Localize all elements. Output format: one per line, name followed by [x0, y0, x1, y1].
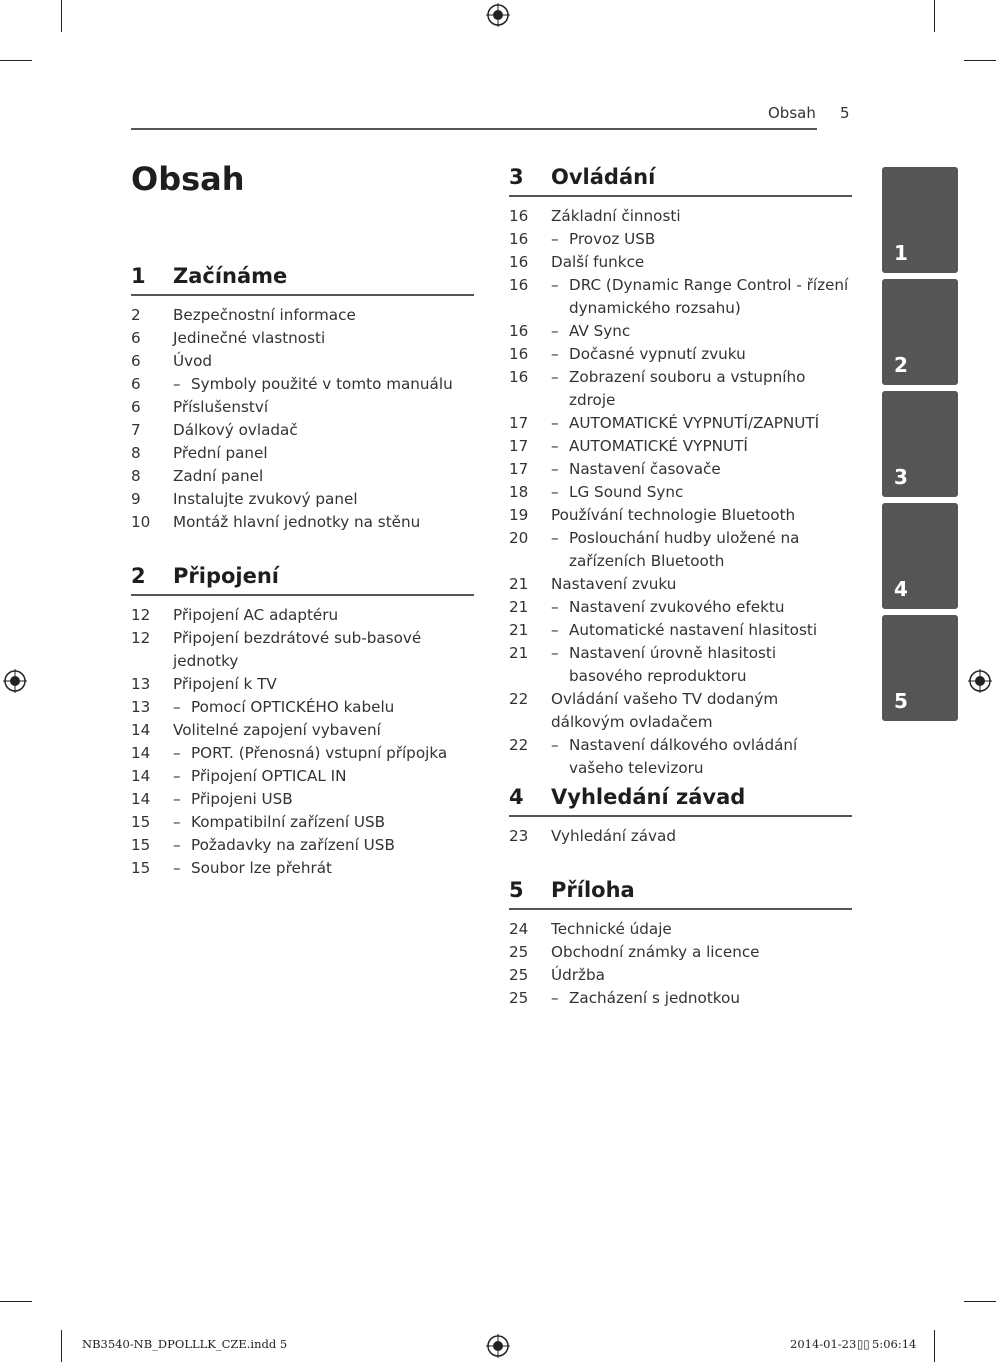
- footer-date: 2014-01-23: [790, 1337, 857, 1351]
- toc-page-number: 15: [131, 813, 151, 831]
- toc-page-number: 14: [131, 767, 151, 785]
- section-title: Ovládání: [551, 165, 656, 189]
- toc-entry-text: – Pomocí OPTICKÉHO kabelu: [131, 696, 474, 719]
- toc-page-number: 9: [131, 490, 141, 508]
- toc-entry-text: Bezpečnostní informace: [173, 306, 356, 324]
- toc-entry-text: – AUTOMATICKÉ VYPNUTÍ: [509, 435, 852, 458]
- toc-entry-text: – Automatické nastavení hlasitosti: [509, 619, 852, 642]
- toc-entry: [509, 504, 852, 527]
- toc-page-number: 21: [509, 598, 529, 616]
- toc-page-number: 16: [509, 322, 529, 340]
- chapter-tab-5: [882, 615, 958, 721]
- toc-entry: [131, 465, 474, 488]
- toc-entry: [509, 964, 852, 987]
- toc-entry-text: – Nastavení zvukového efektu: [509, 596, 852, 619]
- running-head-title: Obsah: [768, 104, 816, 122]
- toc-page-number: 14: [131, 790, 151, 808]
- toc-subentry: [131, 765, 474, 788]
- toc-page-number: 7: [131, 421, 141, 439]
- toc-subentry: [509, 366, 852, 412]
- header-rule: [131, 128, 817, 130]
- crop-mark: [934, 1330, 935, 1362]
- toc-entry: [131, 673, 474, 696]
- toc-page-number: 17: [509, 437, 529, 455]
- toc-subentry: [509, 343, 852, 366]
- toc-page-number: 12: [131, 629, 151, 647]
- toc-entry: [509, 918, 852, 941]
- toc-page-number: 14: [131, 744, 151, 762]
- toc-section-5: [509, 878, 852, 1010]
- toc-entry-text: Základní činnosti: [551, 207, 681, 225]
- toc-page-number: 2: [131, 306, 141, 324]
- toc-entry: [131, 304, 474, 327]
- toc-page-number: 6: [131, 398, 141, 416]
- toc-page-number: 16: [509, 345, 529, 363]
- chapter-tab-label: 4: [894, 577, 908, 601]
- toc-subentry: [509, 596, 852, 619]
- footer-filename: NB3540-NB_DPOLLLK_CZE.indd 5: [82, 1337, 288, 1351]
- toc-page-number: 16: [509, 207, 529, 225]
- section-heading: [131, 264, 474, 296]
- toc-entry-text: – Kompatibilní zařízení USB: [131, 811, 474, 834]
- toc-page-number: 21: [509, 621, 529, 639]
- toc-entry-list: [131, 604, 474, 880]
- section-number: 5: [509, 878, 524, 902]
- toc-page-number: 25: [509, 966, 529, 984]
- toc-page-number: 16: [509, 253, 529, 271]
- section-heading: [509, 165, 852, 197]
- section-number: 4: [509, 785, 524, 809]
- chapter-tab-4: [882, 503, 958, 609]
- toc-page-number: 24: [509, 920, 529, 938]
- toc-entry-text: Údržba: [551, 966, 605, 984]
- toc-entry-text: Připojení bezdrátové sub-basové jednotky: [173, 629, 422, 670]
- toc-entry: [131, 350, 474, 373]
- toc-page-number: 6: [131, 329, 141, 347]
- toc-entry-text: – AV Sync: [509, 320, 852, 343]
- toc-page-number: 6: [131, 352, 141, 370]
- toc-subentry: [131, 696, 474, 719]
- toc-page-number: 17: [509, 414, 529, 432]
- crop-mark: [61, 1330, 62, 1362]
- toc-entry-text: – Dočasné vypnutí zvuku: [509, 343, 852, 366]
- crop-mark: [61, 0, 62, 32]
- toc-entry-list: [509, 918, 852, 1010]
- toc-page-number: 16: [509, 276, 529, 294]
- toc-entry-text: Vyhledání závad: [551, 827, 676, 845]
- toc-entry: [509, 688, 852, 734]
- toc-subentry: [509, 228, 852, 251]
- toc-page-number: 10: [131, 513, 151, 531]
- toc-section-4: [509, 785, 852, 848]
- toc-page-number: 8: [131, 467, 141, 485]
- chapter-tab-label: 1: [894, 241, 908, 265]
- toc-subentry: [509, 987, 852, 1010]
- chapter-tab-label: 2: [894, 353, 908, 377]
- section-title: Připojení: [173, 564, 279, 588]
- toc-page-number: 25: [509, 943, 529, 961]
- toc-entry-text: – Poslouchání hudby uložené na zařízeních Bluetooth: [509, 527, 852, 573]
- section-heading: [131, 564, 474, 596]
- toc-subentry: [509, 481, 852, 504]
- toc-entry: [509, 251, 852, 274]
- toc-subentry: [509, 320, 852, 343]
- toc-page-number: 21: [509, 575, 529, 593]
- section-number: 2: [131, 564, 146, 588]
- toc-entry-text: – Soubor lze přehrát: [131, 857, 474, 880]
- toc-entry: [509, 825, 852, 848]
- toc-page-number: 14: [131, 721, 151, 739]
- toc-entry: [131, 719, 474, 742]
- toc-entry-text: – Nastavení dálkového ovládání vašeho televizoru: [509, 734, 852, 780]
- toc-entry: [131, 419, 474, 442]
- toc-page-number: 22: [509, 690, 529, 708]
- toc-page-number: 12: [131, 606, 151, 624]
- toc-page-number: 8: [131, 444, 141, 462]
- chapter-tab-3: [882, 391, 958, 497]
- toc-entry-text: – LG Sound Sync: [509, 481, 852, 504]
- toc-page-number: 17: [509, 460, 529, 478]
- toc-entry-text: – PORT. (Přenosná) vstupní přípojka: [131, 742, 474, 765]
- toc-subentry: [509, 458, 852, 481]
- toc-subentry: [131, 373, 474, 396]
- toc-entry-text: Instalujte zvukový panel: [173, 490, 358, 508]
- toc-page-number: 15: [131, 836, 151, 854]
- toc-entry: [509, 573, 852, 596]
- toc-section-1: [131, 264, 474, 534]
- toc-section-2: [131, 564, 474, 880]
- footer-garbled: ▯▯: [857, 1337, 870, 1351]
- toc-page-number: 13: [131, 698, 151, 716]
- toc-entry-text: Připojení k TV: [173, 675, 277, 693]
- toc-entry-text: Volitelné zapojení vybavení: [173, 721, 381, 739]
- section-title: Začínáme: [173, 264, 288, 288]
- toc-entry-text: – AUTOMATICKÉ VYPNUTÍ/ZAPNUTÍ: [509, 412, 852, 435]
- toc-entry-text: Dálkový ovladač: [173, 421, 298, 439]
- toc-entry-text: – Připojeni USB: [131, 788, 474, 811]
- section-heading: [509, 785, 852, 817]
- crop-mark: [964, 1301, 996, 1302]
- page-number: 5: [840, 104, 850, 122]
- toc-entry-text: – DRC (Dynamic Range Control - řízení dynamického rozsahu): [509, 274, 852, 320]
- toc-entry-text: – Zobrazení souboru a vstupního zdroje: [509, 366, 852, 412]
- toc-subentry: [131, 742, 474, 765]
- toc-entry-list: [509, 205, 852, 780]
- toc-page-number: 16: [509, 368, 529, 386]
- toc-page-number: 22: [509, 736, 529, 754]
- toc-entry-text: Nastavení zvuku: [551, 575, 677, 593]
- toc-entry-text: – Zacházení s jednotkou: [509, 987, 852, 1010]
- toc-entry-text: Zadní panel: [173, 467, 264, 485]
- toc-entry-list: [509, 825, 852, 848]
- registration-mark-icon: [486, 3, 510, 27]
- section-title: Vyhledání závad: [551, 785, 746, 809]
- section-title: Příloha: [551, 878, 635, 902]
- toc-entry-list: [131, 304, 474, 534]
- crop-mark: [934, 0, 935, 32]
- section-heading: [509, 878, 852, 910]
- toc-entry: [131, 442, 474, 465]
- toc-section-3: [509, 165, 852, 780]
- toc-page-number: 21: [509, 644, 529, 662]
- toc-entry: [509, 941, 852, 964]
- toc-subentry: [509, 734, 852, 780]
- toc-entry: [131, 327, 474, 350]
- toc-entry-text: – Nastavení úrovně hlasitosti basového reproduktoru: [509, 642, 852, 688]
- toc-subentry: [131, 834, 474, 857]
- toc-entry-text: Připojení AC adaptéru: [173, 606, 339, 624]
- toc-subentry: [509, 435, 852, 458]
- section-number: 3: [509, 165, 524, 189]
- page-title: Obsah: [131, 160, 245, 198]
- toc-entry-text: – Požadavky na zařízení USB: [131, 834, 474, 857]
- toc-page-number: 6: [131, 375, 141, 393]
- footer-time: 5:06:14: [872, 1337, 917, 1351]
- toc-subentry: [509, 642, 852, 688]
- registration-mark-icon: [3, 669, 27, 693]
- toc-entry-text: Další funkce: [551, 253, 645, 271]
- toc-subentry: [509, 412, 852, 435]
- toc-entry-text: Ovládání vašeho TV dodaným dálkovým ovladačem: [551, 690, 779, 731]
- chapter-tab-label: 3: [894, 465, 908, 489]
- chapter-tab-1: [882, 167, 958, 273]
- toc-subentry: [509, 274, 852, 320]
- toc-subentry: [131, 788, 474, 811]
- toc-entry-text: – Nastavení časovače: [509, 458, 852, 481]
- toc-subentry: [131, 857, 474, 880]
- toc-entry: [131, 488, 474, 511]
- toc-entry-text: – Provoz USB: [509, 228, 852, 251]
- toc-entry-text: Úvod: [173, 352, 213, 370]
- crop-mark: [0, 60, 32, 61]
- toc-page-number: 23: [509, 827, 529, 845]
- toc-subentry: [131, 811, 474, 834]
- toc-entry: [131, 511, 474, 534]
- toc-subentry: [509, 527, 852, 573]
- toc-page-number: 13: [131, 675, 151, 693]
- toc-page-number: 15: [131, 859, 151, 877]
- crop-mark: [0, 1301, 32, 1302]
- toc-entry: [131, 604, 474, 627]
- registration-mark-icon: [968, 669, 992, 693]
- chapter-tab-label: 5: [894, 689, 908, 713]
- toc-entry-text: Používání technologie Bluetooth: [551, 506, 796, 524]
- toc-entry-text: Příslušenství: [173, 398, 269, 416]
- toc-page-number: 16: [509, 230, 529, 248]
- toc-entry-text: Technické údaje: [551, 920, 672, 938]
- toc-entry-text: Montáž hlavní jednotky na stěnu: [173, 513, 421, 531]
- toc-entry: [131, 627, 474, 673]
- toc-page-number: 18: [509, 483, 529, 501]
- toc-page-number: 25: [509, 989, 529, 1007]
- toc-entry-text: Obchodní známky a licence: [551, 943, 760, 961]
- toc-entry: [509, 205, 852, 228]
- toc-entry-text: – Symboly použité v tomto manuálu: [131, 373, 474, 396]
- toc-page-number: 19: [509, 506, 529, 524]
- toc-entry-text: – Připojení OPTICAL IN: [131, 765, 474, 788]
- toc-entry: [131, 396, 474, 419]
- chapter-tab-2: [882, 279, 958, 385]
- toc-entry-text: Jedinečné vlastnosti: [173, 329, 326, 347]
- toc-page-number: 20: [509, 529, 529, 547]
- toc-entry-text: Přední panel: [173, 444, 268, 462]
- section-number: 1: [131, 264, 146, 288]
- toc-subentry: [509, 619, 852, 642]
- crop-mark: [964, 60, 996, 61]
- registration-mark-icon: [486, 1334, 510, 1358]
